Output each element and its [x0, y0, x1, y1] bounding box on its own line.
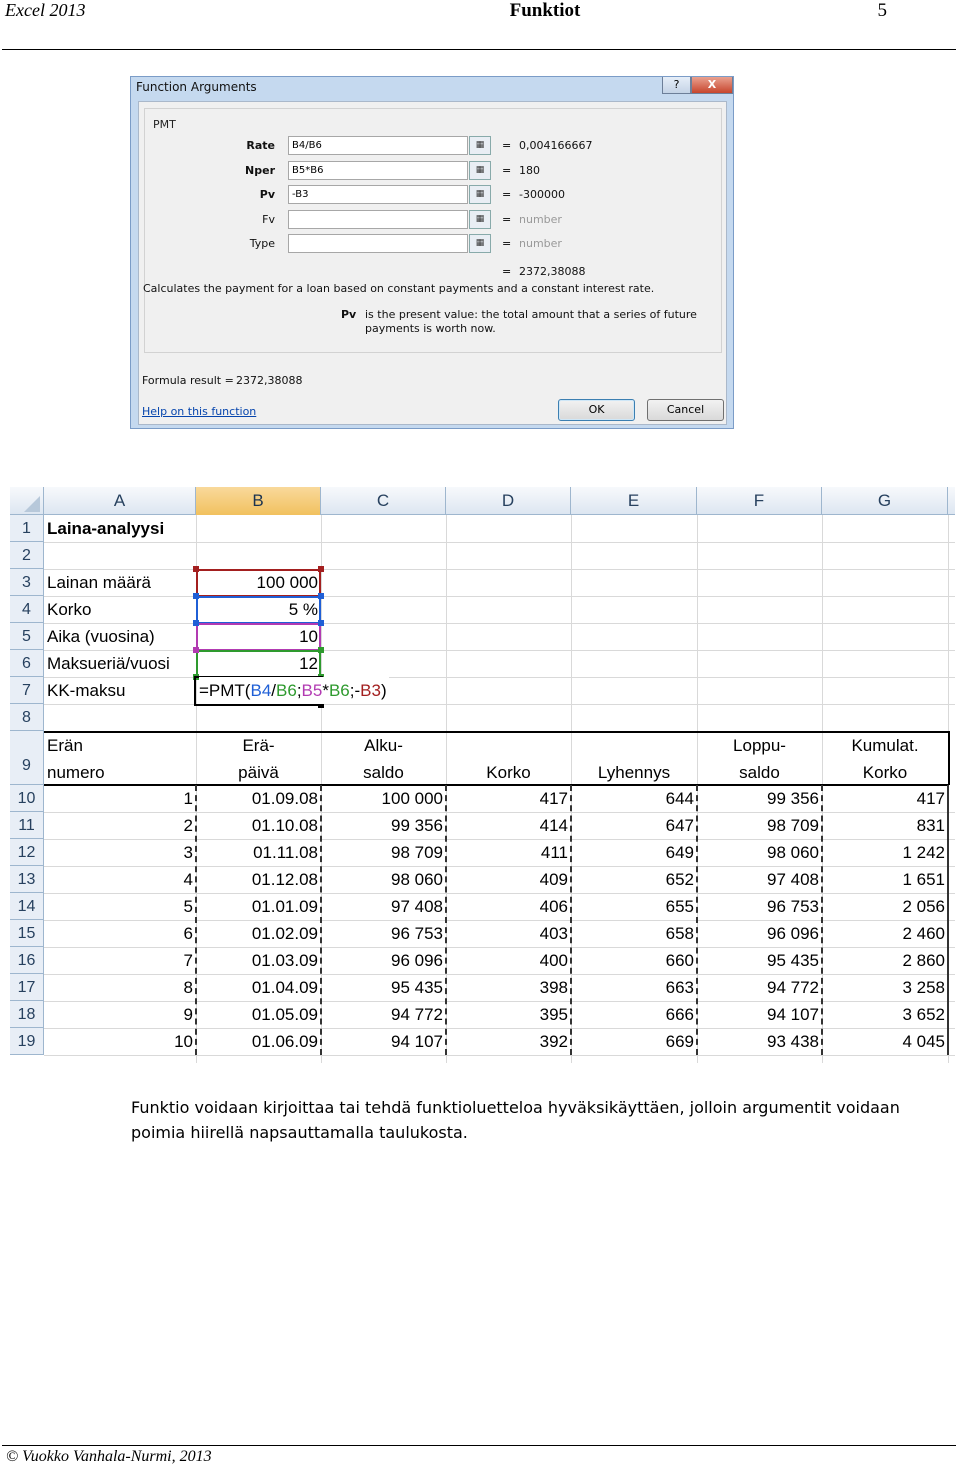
gridline: [44, 677, 955, 678]
gridline: [44, 542, 955, 543]
table-cell[interactable]: 99 356: [767, 789, 819, 808]
collapse-dialog-icon[interactable]: ▦: [469, 234, 491, 253]
arg-label-pv: Pv: [259, 188, 275, 201]
table-cell[interactable]: 99 356: [391, 816, 443, 835]
arg-result-type: number: [519, 237, 562, 250]
row-header[interactable]: 7: [10, 677, 44, 704]
table-cell[interactable]: 98 060: [767, 843, 819, 862]
table-cell[interactable]: 96 096: [391, 951, 443, 970]
formula-part: *: [322, 681, 329, 700]
column-header-a[interactable]: A: [44, 487, 196, 515]
row-header[interactable]: 18: [10, 1001, 44, 1028]
footer-text: © Vuokko Vanhala-Nurmi, 2013: [6, 1448, 212, 1465]
table-cell[interactable]: 2 860: [902, 951, 945, 970]
table-cell[interactable]: 669: [665, 1032, 694, 1051]
column-header-d[interactable]: D: [446, 487, 571, 515]
gridline: [44, 650, 955, 651]
table-cell[interactable]: 1 651: [902, 870, 945, 889]
table-cell[interactable]: 8: [183, 978, 193, 997]
row-header[interactable]: 9: [10, 731, 44, 785]
row-header[interactable]: 17: [10, 974, 44, 1001]
function-name: PMT: [153, 118, 176, 131]
th-loppusaldo: saldo: [739, 763, 780, 782]
table-cell[interactable]: 417: [916, 789, 945, 808]
equals-sign: =: [502, 265, 512, 278]
table-cell[interactable]: 01.01.09: [251, 897, 318, 916]
gridline: [44, 569, 955, 570]
gridline: [44, 704, 955, 705]
label-years[interactable]: Aika (vuosina): [47, 627, 155, 646]
sheet-title[interactable]: Laina-analyysi: [47, 519, 165, 538]
spreadsheet: [10, 487, 955, 1064]
arg-result-nper: 180: [519, 164, 540, 177]
arg-input-type[interactable]: [288, 234, 468, 253]
formula-ref-b3: B3: [360, 681, 381, 700]
table-cell[interactable]: 01.04.09: [251, 978, 318, 997]
arg-label-type: Type: [249, 237, 275, 250]
equals-sign: =: [502, 188, 512, 201]
formula-result-value: 2372,38088: [236, 374, 303, 387]
table-cell[interactable]: 2: [183, 816, 193, 835]
row-header[interactable]: 14: [10, 893, 44, 920]
th-numero: numero: [47, 763, 105, 782]
arg-help-line2: payments is worth now.: [365, 322, 496, 335]
function-arguments-dialog: [130, 76, 734, 429]
th-saldo: saldo: [363, 763, 404, 782]
table-cell[interactable]: 1: [183, 789, 193, 808]
gridline: [44, 596, 955, 597]
dialog-title: Function Arguments: [136, 80, 257, 94]
arg-result-pv: -300000: [519, 188, 565, 201]
table-cell[interactable]: 10: [174, 1032, 193, 1051]
table-cell[interactable]: 95 435: [391, 978, 443, 997]
column-separator: [947, 785, 949, 1055]
arg-help-line1: is the present value: the total amount that a series of future: [365, 308, 697, 321]
arg-result-fv: number: [519, 213, 562, 226]
table-cell[interactable]: 411: [540, 843, 568, 862]
column-header-f[interactable]: F: [697, 487, 822, 515]
input-payments-per-year[interactable]: 12: [299, 654, 318, 673]
row-header[interactable]: 8: [10, 704, 44, 731]
table-cell[interactable]: 417: [539, 789, 568, 808]
table-cell[interactable]: 3 258: [902, 978, 945, 997]
arg-input-fv[interactable]: [288, 210, 468, 229]
table-cell[interactable]: 666: [665, 1005, 694, 1024]
table-cell[interactable]: 9: [183, 1005, 193, 1024]
table-cell[interactable]: 4: [183, 870, 193, 889]
label-interest[interactable]: Korko: [47, 600, 92, 619]
formula-text[interactable]: [199, 677, 389, 704]
th-loppu: Loppu-: [733, 736, 786, 755]
row-header[interactable]: 1: [10, 515, 44, 542]
table-cell[interactable]: 392: [539, 1032, 568, 1051]
table-cell[interactable]: 94 107: [767, 1005, 819, 1024]
resize-handle[interactable]: [318, 566, 324, 572]
table-cell[interactable]: 01.10.08: [251, 816, 318, 835]
row-header[interactable]: 19: [10, 1028, 44, 1055]
header-rule: [2, 49, 956, 50]
th-päivä: päivä: [238, 763, 279, 782]
table-cell[interactable]: 2 056: [902, 897, 945, 916]
equals-sign: =: [502, 237, 512, 250]
label-payments-per-year[interactable]: Maksueriä/vuosi: [47, 654, 170, 673]
table-cell[interactable]: 7: [183, 951, 193, 970]
formula-part: ): [380, 681, 387, 700]
table-cell[interactable]: 01.09.08: [251, 789, 318, 808]
help-icon[interactable]: ?: [662, 77, 691, 94]
formula-ref-b6: B6: [276, 681, 297, 700]
table-cell[interactable]: 3 652: [902, 1005, 945, 1024]
formula-ref-b5: B5: [301, 681, 323, 700]
caption-text: Funktio voidaan kirjoittaa tai tehdä funktioluetteloa hyväksikäyttäen, jolloin argumentit voidaan poimia hiirellä napsauttamalla taulukosta.: [131, 1098, 900, 1142]
th-korko: Korko: [486, 763, 531, 782]
formula-result-label: Formula result =: [142, 374, 234, 387]
table-cell[interactable]: 644: [665, 789, 694, 808]
th-kumulat-korko: Korko: [862, 763, 908, 782]
gridline: [44, 623, 955, 624]
table-cell[interactable]: 93 438: [767, 1032, 819, 1051]
formula-ref-b6: B6: [328, 681, 350, 700]
row-header[interactable]: 12: [10, 839, 44, 866]
collapse-dialog-icon[interactable]: ▦: [469, 136, 491, 155]
cancel-button[interactable]: Cancel: [647, 399, 724, 421]
table-cell[interactable]: 01.03.09: [251, 951, 318, 970]
row-header[interactable]: 6: [10, 650, 44, 677]
page-number: 5: [877, 0, 887, 21]
row-header[interactable]: 4: [10, 596, 44, 623]
table-cell[interactable]: 400: [539, 951, 568, 970]
row-header[interactable]: 10: [10, 785, 44, 812]
total-result: 2372,38088: [519, 265, 586, 278]
arg-help-name: Pv: [341, 308, 357, 321]
arg-label-rate: Rate: [246, 139, 275, 152]
help-link[interactable]: Help on this function: [142, 405, 257, 418]
table-cell[interactable]: 95 435: [767, 951, 819, 970]
formula-part: ;: [296, 681, 302, 700]
equals-sign: =: [502, 164, 512, 177]
collapse-dialog-icon[interactable]: ▦: [469, 161, 491, 180]
table-cell[interactable]: 94 772: [767, 978, 819, 997]
arg-label-fv: Fv: [262, 213, 275, 226]
column-header-b[interactable]: B: [196, 487, 321, 515]
table-cell[interactable]: 4 045: [902, 1032, 945, 1051]
formula-part: /: [271, 681, 277, 700]
header-title: Funktiot: [509, 0, 581, 21]
row-header[interactable]: 5: [10, 623, 44, 650]
gridline: [44, 1055, 955, 1056]
th-lyhennys: Lyhennys: [597, 763, 671, 782]
table-cell[interactable]: 663: [665, 978, 694, 997]
arg-input-nper[interactable]: B5*B6: [288, 161, 468, 180]
input-loan-amount[interactable]: 100 000: [256, 573, 318, 592]
arg-result-rate: 0,004166667: [519, 139, 593, 152]
label-monthly-payment[interactable]: KK-maksu: [47, 681, 126, 700]
table-cell[interactable]: 2 460: [902, 924, 945, 943]
table-cell[interactable]: 660: [665, 951, 694, 970]
column-header-c[interactable]: C: [321, 487, 446, 515]
table-cell[interactable]: 409: [539, 870, 568, 889]
resize-handle[interactable]: [318, 620, 324, 626]
table-cell[interactable]: 98 709: [767, 816, 819, 835]
th-erä: Erä-: [242, 736, 275, 755]
th-alku: Alku-: [364, 736, 403, 755]
row-header[interactable]: 11: [10, 812, 44, 839]
table-cell[interactable]: 414: [539, 816, 568, 835]
table-cell[interactable]: 649: [665, 843, 694, 862]
arg-input-rate[interactable]: B4/B6: [288, 136, 468, 155]
label-loan-amount[interactable]: Lainan määrä: [47, 573, 151, 592]
table-cell[interactable]: 01.02.09: [251, 924, 318, 943]
th-kumulat: Kumulat.: [851, 736, 919, 755]
table-cell[interactable]: 658: [665, 924, 694, 943]
close-icon[interactable]: X: [691, 77, 733, 94]
table-cell[interactable]: 395: [539, 1005, 568, 1024]
formula-ref-b4: B4: [250, 681, 272, 700]
table-cell[interactable]: 831: [916, 816, 945, 835]
resize-handle[interactable]: [318, 593, 324, 599]
header-left-text: Excel 2013: [5, 0, 86, 20]
table-cell[interactable]: 98 709: [391, 843, 443, 862]
table-cell[interactable]: 01.11.08: [253, 843, 318, 862]
collapse-dialog-icon[interactable]: ▦: [469, 210, 491, 229]
row-header[interactable]: 13: [10, 866, 44, 893]
footer-rule: [2, 1445, 956, 1446]
table-cell[interactable]: 398: [539, 978, 568, 997]
column-header-e[interactable]: E: [571, 487, 697, 515]
table-cell[interactable]: 94 772: [391, 1005, 443, 1024]
table-cell[interactable]: 100 000: [381, 789, 443, 808]
function-description: Calculates the payment for a loan based on constant payments and a constant interest rate.: [143, 282, 655, 295]
formula-part: =PMT(: [199, 681, 251, 700]
table-cell[interactable]: 406: [539, 897, 568, 916]
equals-sign: =: [502, 213, 512, 226]
formula-part: ;-: [349, 681, 361, 700]
table-cell[interactable]: 5: [183, 897, 193, 916]
table-cell[interactable]: 97 408: [391, 897, 443, 916]
column-header-g[interactable]: G: [822, 487, 948, 515]
table-cell[interactable]: 96 753: [391, 924, 443, 943]
collapse-dialog-icon[interactable]: ▦: [469, 185, 491, 204]
th-erän: Erän: [47, 736, 83, 755]
table-right-rule: [948, 731, 950, 785]
equals-sign: =: [502, 139, 512, 152]
table-cell[interactable]: 1 242: [902, 843, 945, 862]
resize-handle[interactable]: [318, 647, 324, 653]
table-cell[interactable]: 96 096: [767, 924, 819, 943]
table-cell[interactable]: 01.06.09: [251, 1032, 318, 1051]
ok-button[interactable]: OK: [558, 399, 635, 421]
table-cell[interactable]: 01.12.08: [251, 870, 318, 889]
input-interest[interactable]: 5 %: [288, 600, 318, 619]
dialog-body: [138, 101, 727, 425]
table-cell[interactable]: 3: [183, 843, 193, 862]
table-cell[interactable]: 96 753: [767, 897, 819, 916]
table-cell[interactable]: 98 060: [391, 870, 443, 889]
table-cell[interactable]: 97 408: [767, 870, 819, 889]
table-cell[interactable]: 655: [665, 897, 694, 916]
table-cell[interactable]: 6: [183, 924, 193, 943]
table-cell[interactable]: 01.05.09: [251, 1005, 318, 1024]
row-header[interactable]: 16: [10, 947, 44, 974]
select-all-corner[interactable]: [10, 487, 44, 515]
row-header[interactable]: 15: [10, 920, 44, 947]
table-cell[interactable]: 652: [665, 870, 694, 889]
arg-label-nper: Nper: [245, 164, 275, 177]
row-header[interactable]: 3: [10, 569, 44, 596]
arguments-group: [144, 108, 722, 353]
table-cell[interactable]: 647: [665, 816, 694, 835]
table-cell[interactable]: 403: [539, 924, 568, 943]
arg-input-pv[interactable]: -B3: [288, 185, 468, 204]
row-header[interactable]: 2: [10, 542, 44, 569]
input-years[interactable]: 10: [299, 627, 318, 646]
table-cell[interactable]: 94 107: [391, 1032, 443, 1051]
